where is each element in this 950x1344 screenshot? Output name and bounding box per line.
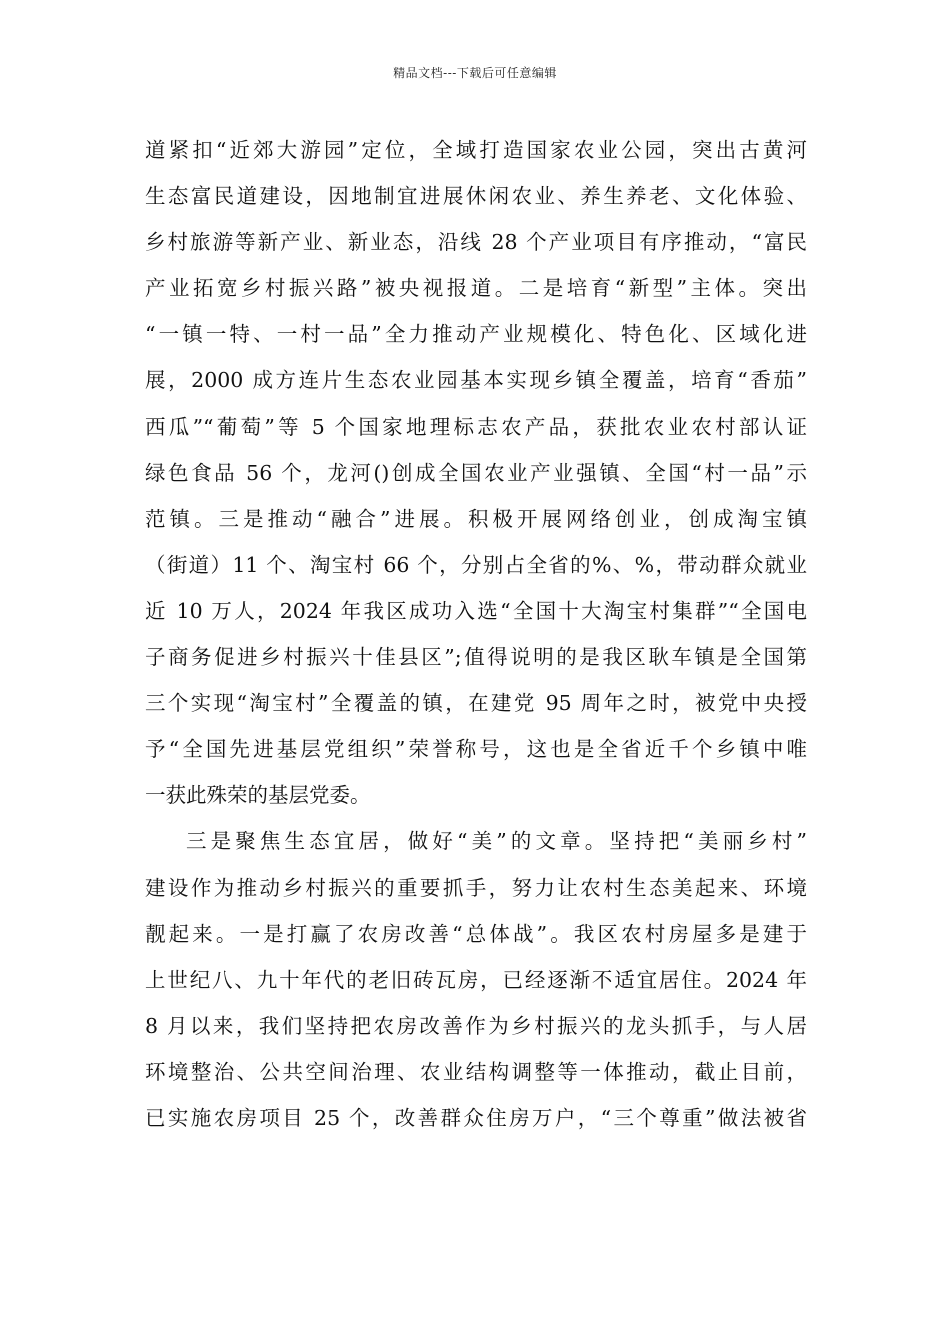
text-line: 乡村旅游等新产业、新业态，沿线 28 个产业项目有序推动，“富民 [145,230,807,255]
text-line: 已实施农房项目 25 个，改善群众住房万户，“三个尊重”做法被省 [145,1105,807,1130]
text-line: 道紧扣“近郊大游园”定位，全域打造国家农业公园，突出古黄河 [145,138,807,162]
text-line: （街道）11 个、淘宝村 66 个，分别占全省的%、%，带动群众就业 [145,552,807,577]
page-header: 精品文档---下载后可任意编辑 [393,66,557,80]
text-line: 靓起来。一是打赢了农房改善“总体战”。我区农村房屋多是建于 [145,921,807,946]
text-line: 建设作为推动乡村振兴的重要抓手，努力让农村生态美起来、环境 [145,875,807,900]
text-line: 生态富民道建设，因地制宜进展休闲农业、养生养老、文化体验、 [145,184,807,209]
text-line: 三是聚焦生态宜居，做好“美”的文章。坚持把“美丽乡村” [186,829,807,854]
text-line: 8 月以来，我们坚持把农房改善作为乡村振兴的龙头抓手，与人居 [145,1013,807,1038]
text-line: 范镇。三是推动“融合”进展。积极开展网络创业，创成淘宝镇 [145,506,807,531]
paragraph-1 [145,127,807,818]
text-line: 展，2000 成方连片生态农业园基本实现乡镇全覆盖，培育“香茄” [145,368,807,393]
body-text [145,127,807,1141]
text-line: 绿色食品 56 个，龙河()创成全国农业产业强镇、全国“村一品”示 [145,460,807,485]
text-line: 产业拓宽乡村振兴路”被央视报道。二是培育“新型”主体。突出 [145,276,807,301]
text-line: 环境整治、公共空间治理、农业结构调整等一体推动，截止目前， [145,1059,807,1084]
text-line: 子商务促进乡村振兴十佳县区”;值得说明的是我区耿车镇是全国第 [145,645,807,670]
text-line: 西瓜”“葡萄”等 5 个国家地理标志农产品，获批农业农村部认证 [145,414,807,439]
text-line: 予“全国先进基层党组织”荣誉称号，这也是全省近千个乡镇中唯 [145,737,807,762]
paragraph-2 [145,818,807,1141]
text-line: 近 10 万人，2024 年我区成功入选“全国十大淘宝村集群”“全国电 [145,598,807,623]
text-line: 上世纪八、九十年代的老旧砖瓦房，已经逐渐不适宜居住。2024 年 [145,967,807,992]
text-line: 一获此殊荣的基层党委。 [145,783,371,808]
text-line: 三个实现“淘宝村”全覆盖的镇，在建党 95 周年之时，被党中央授 [145,691,807,716]
text-line: “一镇一特、一村一品”全力推动产业规模化、特色化、区域化进 [145,322,807,347]
